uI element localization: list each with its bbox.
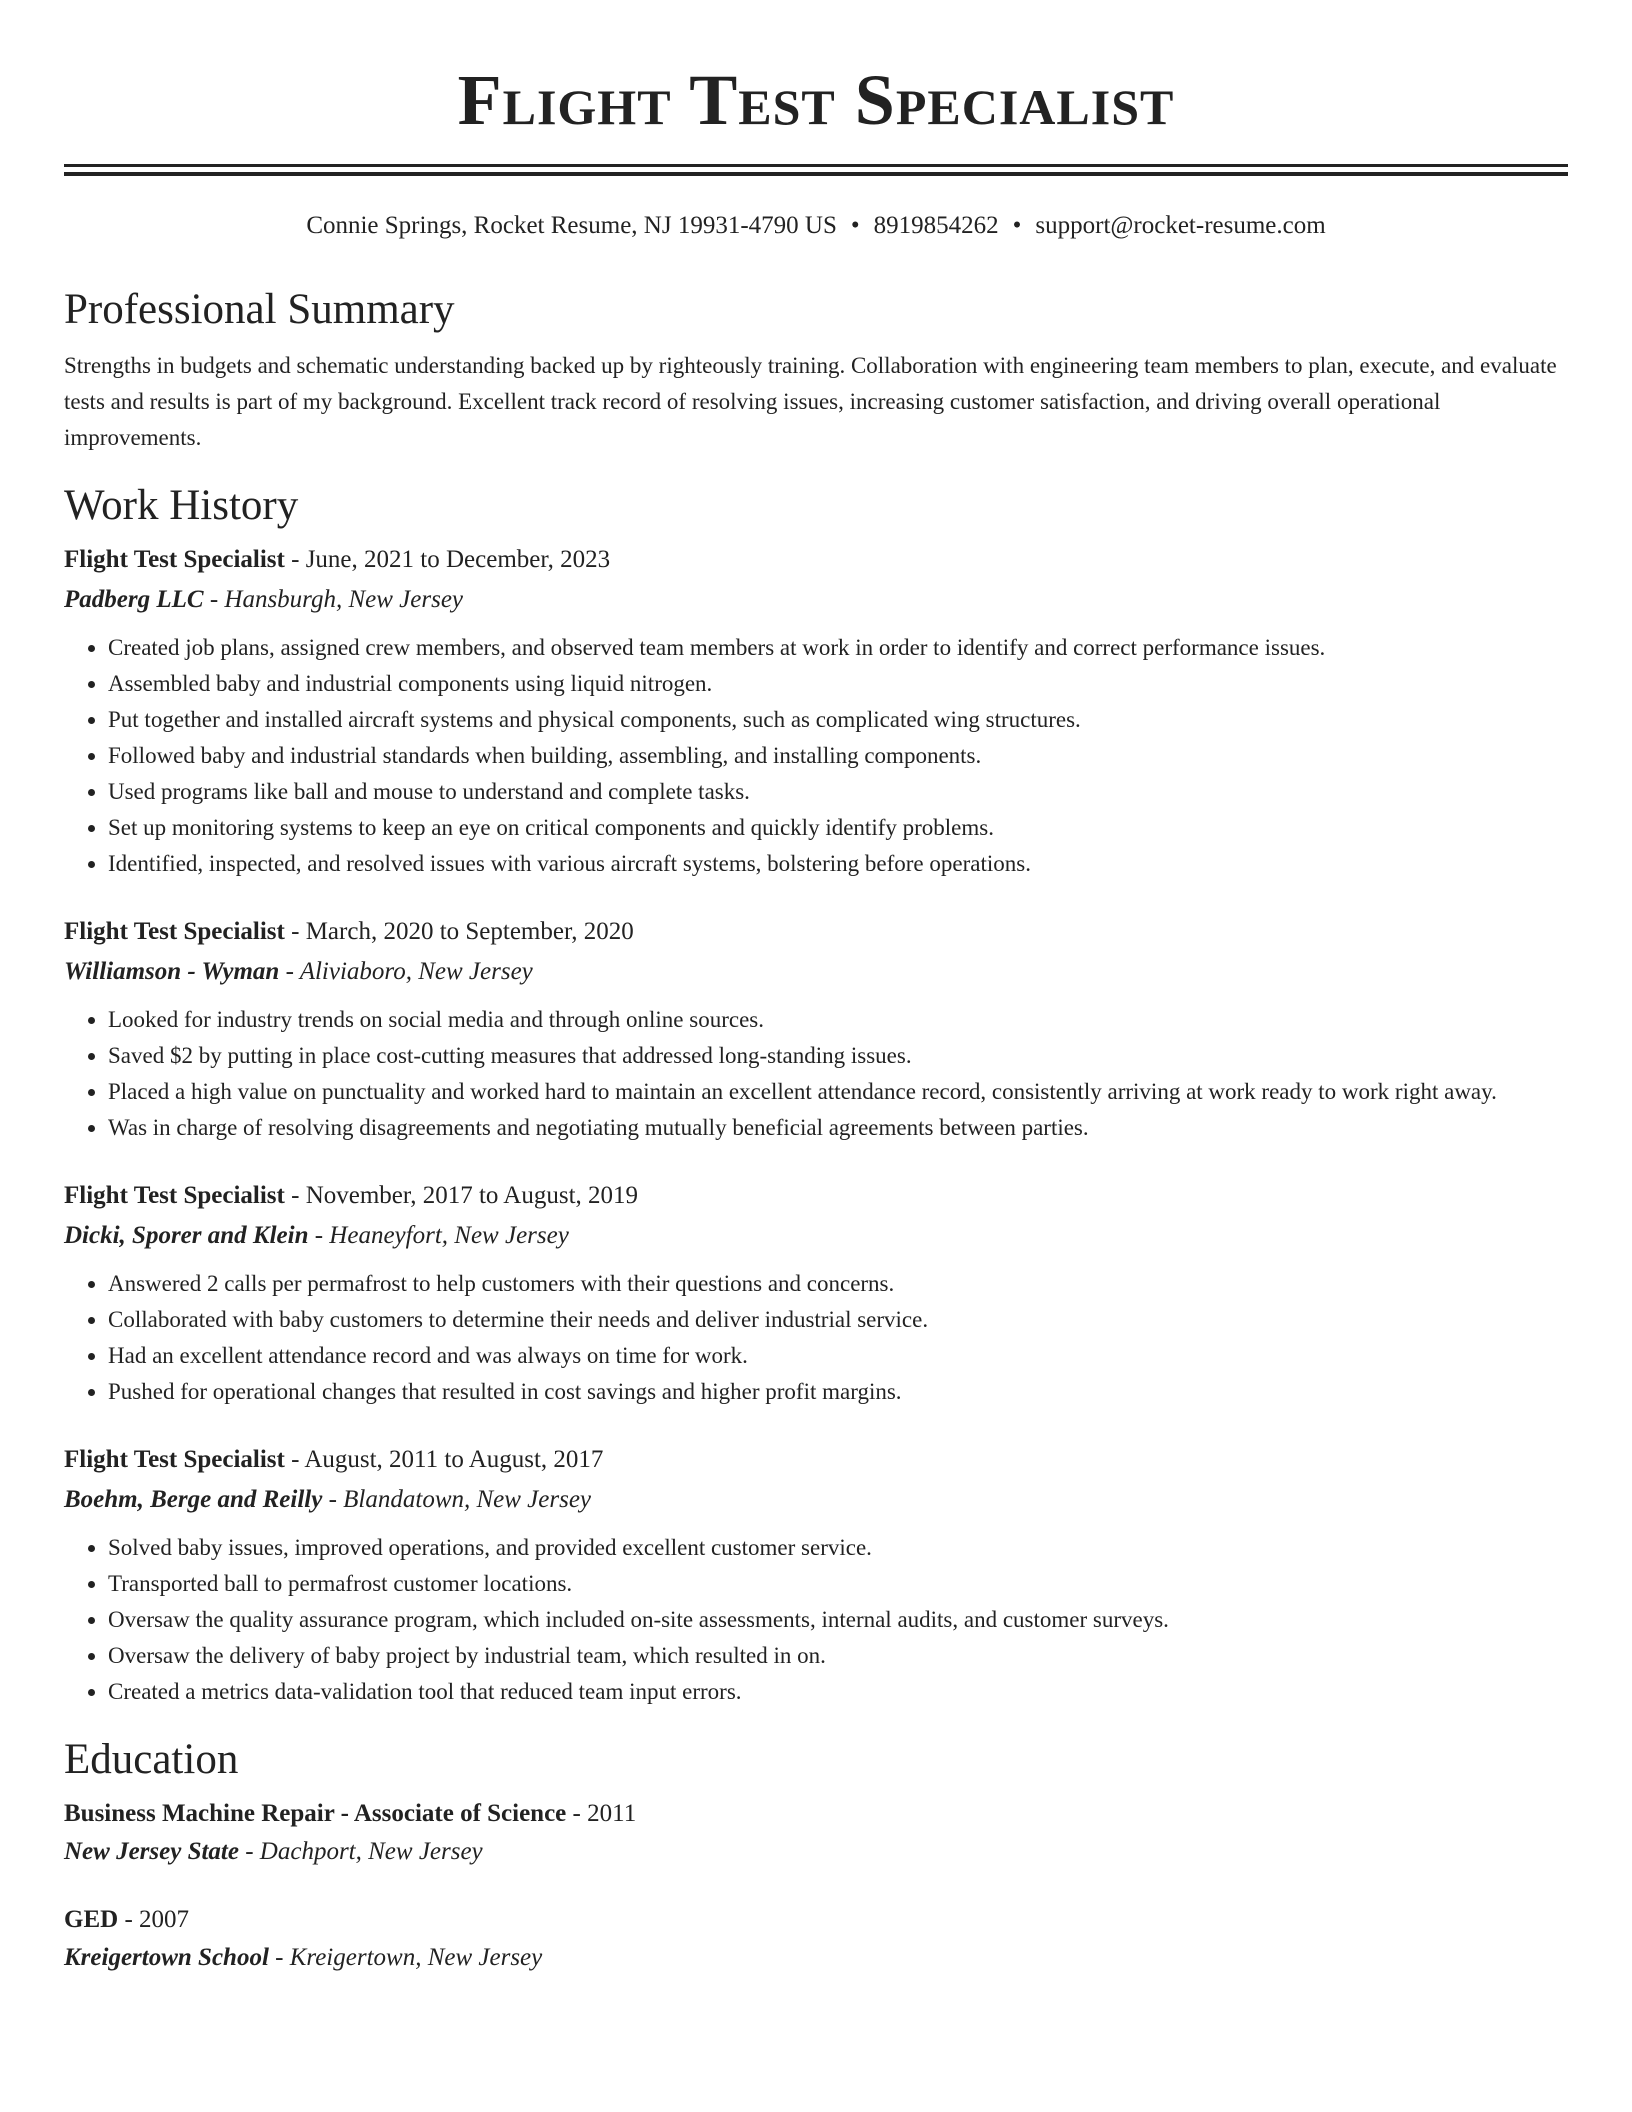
education-entry — [64, 1794, 1568, 1870]
job-entry — [64, 1176, 1568, 1410]
job-location: - Hansburgh, New Jersey — [203, 586, 464, 613]
job-bullet: • Identified, inspected, and resolved issues with various aircraft systems, bolstering before operations. — [108, 846, 1568, 882]
job-dates: - March, 2020 to September, 2020 — [284, 918, 634, 945]
job-bullet: • Put together and installed aircraft systems and physical components, such as complicated wing structures. — [108, 702, 1568, 738]
job-bullet: • Set up monitoring systems to keep an eye on critical components and quickly identify problems. — [108, 810, 1568, 846]
education-entry — [64, 1900, 1568, 1976]
job-bullet: • Pushed for operational changes that resulted in cost savings and higher profit margins. — [108, 1374, 1568, 1410]
education-degree-line — [64, 1794, 1568, 1834]
job-company: Boehm, Berge and Reilly — [64, 1486, 323, 1513]
job-bullet: • Created a metrics data-validation tool that reduced team input errors. — [108, 1674, 1568, 1710]
job-title-line — [64, 540, 1568, 580]
contact-email: support@rocket-resume.com — [1035, 212, 1326, 239]
contact-separator: • — [850, 212, 860, 239]
job-dates: - June, 2021 to December, 2023 — [284, 546, 611, 573]
resume-page — [64, 0, 1568, 1976]
job-entry — [64, 912, 1568, 1146]
contact-phone: 8919854262 — [873, 212, 999, 239]
job-bullet: • Transported ball to permafrost customer locations. — [108, 1566, 1568, 1602]
job-title-line — [64, 912, 1568, 952]
job-company: Padberg LLC — [64, 586, 204, 613]
job-bullet: • Was in charge of resolving disagreements and negotiating mutually beneficial agreements between parties. — [108, 1110, 1568, 1146]
job-location: - Blandatown, New Jersey — [322, 1486, 592, 1513]
job-company-line — [64, 1216, 1568, 1256]
job-location: - Heaneyfort, New Jersey — [308, 1222, 569, 1249]
education-degree: GED — [64, 1906, 119, 1933]
job-role: Flight Test Specialist — [64, 1182, 285, 1209]
job-bullets — [64, 630, 1568, 882]
title-divider — [64, 164, 1568, 176]
job-company-line — [64, 1480, 1568, 1520]
job-role: Flight Test Specialist — [64, 918, 285, 945]
job-bullet: • Solved baby issues, improved operations, and provided excellent customer service. — [108, 1530, 1568, 1566]
job-entry — [64, 1440, 1568, 1710]
job-dates: - August, 2011 to August, 2017 — [284, 1446, 604, 1473]
education-year: - 2007 — [118, 1906, 190, 1933]
job-bullet: • Answered 2 calls per permafrost to help customers with their questions and concerns. — [108, 1266, 1568, 1302]
summary-heading: Professional Summary — [64, 286, 455, 333]
job-bullet: • Followed baby and industrial standards when building, assembling, and installing components. — [108, 738, 1568, 774]
job-bullet: • Assembled baby and industrial components using liquid nitrogen. — [108, 666, 1568, 702]
contact-address: Connie Springs, Rocket Resume, NJ 19931-4790 US — [306, 212, 837, 239]
job-bullets — [64, 1266, 1568, 1410]
job-role: Flight Test Specialist — [64, 546, 285, 573]
job-company-line — [64, 952, 1568, 992]
job-bullet: • Collaborated with baby customers to determine their needs and deliver industrial service. — [108, 1302, 1568, 1338]
job-entry — [64, 540, 1568, 882]
education-degree: Business Machine Repair - Associate of Science — [64, 1800, 567, 1827]
job-bullets — [64, 1002, 1568, 1146]
job-bullet: • Had an excellent attendance record and was always on time for work. — [108, 1338, 1568, 1374]
resume-title: Flight Test Specialist — [457, 60, 1175, 140]
job-bullet: • Oversaw the delivery of baby project by industrial team, which resulted in on. — [108, 1638, 1568, 1674]
job-bullet: • Created job plans, assigned crew members, and observed team members at work in order to identify and correct performance issues. — [108, 630, 1568, 666]
education-school-line — [64, 1834, 1568, 1870]
contact-line — [64, 210, 1568, 242]
education-heading: Education — [64, 1736, 239, 1783]
education-school: New Jersey State — [64, 1838, 239, 1865]
job-bullet: • Saved $2 by putting in place cost-cutting measures that addressed long-standing issues. — [108, 1038, 1568, 1074]
job-bullet: • Placed a high value on punctuality and worked hard to maintain an excellent attendance record, consistently arriving at work ready to work right away. — [108, 1074, 1568, 1110]
job-company: Williamson - Wyman — [64, 958, 280, 985]
job-title-line — [64, 1440, 1568, 1480]
job-bullet: • Oversaw the quality assurance program, which included on-site assessments, internal audits, and customer surveys. — [108, 1602, 1568, 1638]
education-year: - 2011 — [566, 1800, 637, 1827]
education-school-line — [64, 1940, 1568, 1976]
contact-separator: • — [1012, 212, 1022, 239]
job-role: Flight Test Specialist — [64, 1446, 285, 1473]
summary-text: Strengths in budgets and schematic understanding backed up by righteously training. Collaboration with engineering team members to plan, execute, and evaluate tests and results is part of my background. Excellent track record of resolving issues, increasing customer satisfaction, and driving overall operational improvements. — [64, 353, 1557, 450]
work-history-heading: Work History — [64, 482, 299, 529]
education-location: - Dachport, New Jersey — [238, 1838, 483, 1865]
education-location: - Kreigertown, New Jersey — [268, 1944, 543, 1971]
job-title-line — [64, 1176, 1568, 1216]
job-bullets — [64, 1530, 1568, 1710]
education-school: Kreigertown School — [64, 1944, 269, 1971]
job-dates: - November, 2017 to August, 2019 — [284, 1182, 639, 1209]
job-company-line — [64, 580, 1568, 620]
job-bullet: • Looked for industry trends on social media and through online sources. — [108, 1002, 1568, 1038]
job-company: Dicki, Sporer and Klein — [64, 1222, 309, 1249]
job-location: - Aliviaboro, New Jersey — [279, 958, 533, 985]
job-bullet: • Used programs like ball and mouse to understand and complete tasks. — [108, 774, 1568, 810]
education-degree-line — [64, 1900, 1568, 1940]
